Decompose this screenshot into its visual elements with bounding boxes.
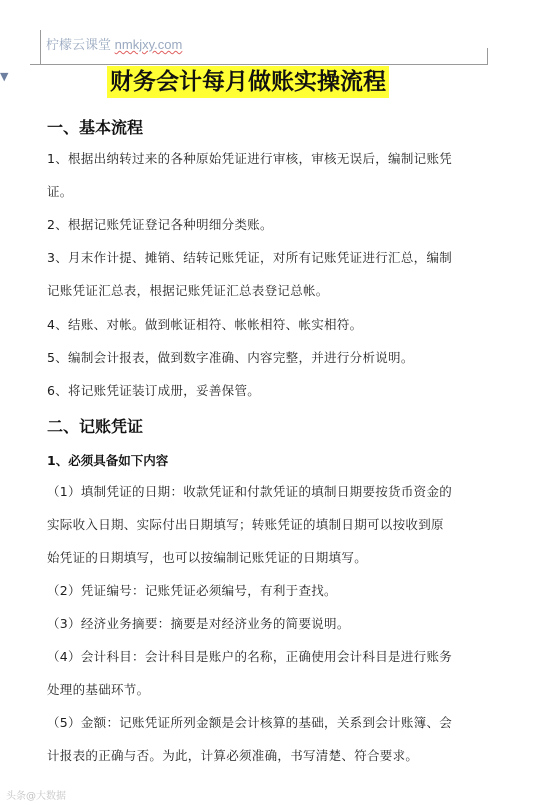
list-item (47, 640, 495, 706)
paragraph-line: 证。 (47, 184, 73, 199)
list-item (47, 208, 495, 241)
paragraph-line: 5、编制会计报表，做到数字准确、内容完整，并进行分析说明。 (47, 350, 414, 365)
list-item (47, 241, 495, 307)
paragraph-line: 实际收入日期、实际付出日期填写；转账凭证的填制日期可以按收到原 (47, 517, 444, 532)
section-heading-voucher: 二、记账凭证 (47, 417, 144, 436)
list-item (47, 574, 495, 607)
list-item (47, 607, 495, 640)
paragraph-line: 始凭证的日期填写，也可以按编制记账凭证的日期填写。 (47, 550, 368, 565)
paragraph-line: 计报表的正确与否。为此，计算必须准确，书写清楚、符合要求。 (47, 748, 419, 763)
list-item (47, 374, 495, 407)
paragraph-line: 4、结账、对帐。做到帐证相符、帐帐相符、帐实相符。 (47, 317, 363, 332)
watermark-brand: 柠檬云课堂 (46, 37, 112, 52)
paragraph-line: 处理的基础环节。 (47, 682, 150, 697)
paragraph-line: （1）填制凭证的日期：收款凭证和付款凭证的填制日期要按货币资金的 (47, 484, 453, 499)
paragraph-line: 2、根据记账凭证登记各种明细分类账。 (47, 217, 273, 232)
page-title: 财务会计每月做账实操流程 (107, 66, 389, 98)
paragraph-line: （3）经济业务摘要：摘要是对经济业务的简要说明。 (47, 616, 350, 631)
paragraph-line: 1、根据出纳转过来的各种原始凭证进行审核，审核无误后，编制记账凭 (47, 151, 453, 166)
paragraph-line: （2）凭证编号：记账凭证必须编号，有利于查找。 (47, 583, 337, 598)
header-right-marker (487, 48, 488, 64)
footer-watermark: 头条@大数据 (6, 791, 66, 802)
sub-heading: 1、必须具备如下内容 (47, 453, 169, 468)
watermark-domain: nmkjxy.com (114, 37, 183, 52)
list-item (47, 706, 495, 772)
header-left-marker (40, 30, 41, 64)
section-heading-basic-flow: 一、基本流程 (47, 118, 144, 137)
list-item (47, 142, 495, 208)
paragraph-line: （5）金额：记账凭证所列金额是会计核算的基础，关系到会计账簿、会 (47, 715, 453, 730)
list-item (47, 475, 495, 574)
list-item (47, 341, 495, 374)
paragraph-line: （4）会计科目：会计科目是账户的名称，正确使用会计科目是进行账务 (47, 649, 453, 664)
paragraph-line: 6、将记账凭证装订成册，妥善保管。 (47, 383, 261, 398)
brand-watermark (46, 34, 182, 53)
paragraph-mark-icon: ▼ (0, 70, 9, 83)
paragraph-line: 3、月末作计提、摊销、结转记账凭证，对所有记账凭证进行汇总，编制 (47, 250, 453, 265)
list-item (47, 308, 495, 341)
paragraph-line: 记账凭证汇总表，根据记账凭证汇总表登记总帐。 (47, 283, 329, 298)
